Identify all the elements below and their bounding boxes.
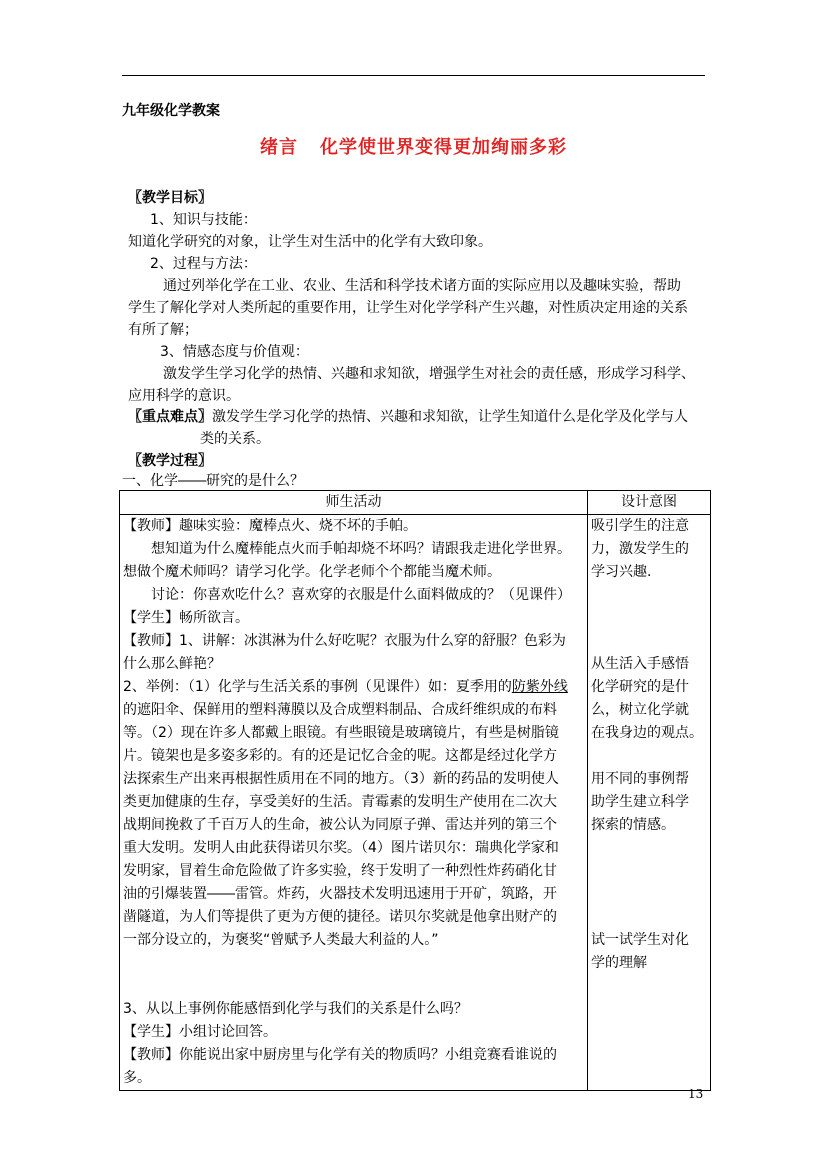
objective2-title: 2、过程与方法： <box>150 256 257 272</box>
objective2-line: 通过列举化学在工业、农业、生活和科学技术诸方面的实际应用以及趣味实验，帮助 <box>163 278 681 294</box>
activity-line: 一部分设立的，为褒奖“曾赋予人类最大利益的人。” <box>123 932 439 948</box>
underlined-term: 防紫外线 <box>511 679 568 695</box>
blank-line <box>123 975 584 998</box>
objective1-title: 1、知识与技能： <box>150 212 257 228</box>
activity-line: 什么那么鲜艳？ <box>123 656 221 672</box>
section1-title: 一、化学――研究的是什么？ <box>122 473 304 489</box>
activity-line: 凿隧道，为人们等提供了更为方便的捷径。诺贝尔奖就是他拿出财产的 <box>123 909 557 925</box>
activity-line: 多。 <box>123 1070 151 1086</box>
process-heading: 〖教学过程〗 <box>128 453 212 469</box>
activity-table <box>119 490 711 1091</box>
title-part1: 绪言 <box>260 137 298 158</box>
activity-line: 片。镜架也是多姿多彩的。有的还是记忆合金的呢。这都是经过化学方 <box>123 748 557 764</box>
page-number: 13 <box>688 1087 704 1101</box>
intent-line: 力，激发学生的 <box>591 541 689 557</box>
activity-line: 的遮阳伞、保鲜用的塑料薄膜以及合成塑料制品、合成纤维织成的布料 <box>123 702 557 718</box>
key-points-line1: 激发学生学习化学的热情、兴趣和求知欲，让学生知道什么是化学及化学与人 <box>212 409 688 425</box>
key-points <box>128 406 688 429</box>
activity-line: 发明家，冒着生命危险做了许多实验，终于发明了一种烈性炸药硝化甘 <box>123 863 557 879</box>
objective3-line: 激发学生学习化学的热情、兴趣和求知欲，增强学生对社会的责任感，形成学习科学、 <box>163 366 695 382</box>
intent-line: 试一试学生对化 <box>591 932 689 948</box>
activity-line: 法探索生产出来再根据性质用在不同的地方。（3）新的药品的发明使人 <box>123 771 559 787</box>
activity-line: 【教师】1、讲解：冰淇淋为什么好吃呢？衣服为什么穿的舒服？色彩为 <box>123 633 566 649</box>
activity-line: 讨论：你喜欢吃什么？喜欢穿的衣服是什么面料做成的？（见课件） <box>151 587 571 603</box>
activity-line <box>123 676 584 699</box>
activity-line: 【学生】小组讨论回答。 <box>123 1024 277 1040</box>
intent-line: 助学生建立科学 <box>591 794 689 810</box>
intent-line: 探索的情感。 <box>591 817 675 833</box>
intent-line: 么，树立化学就 <box>591 702 689 718</box>
table-row <box>120 515 711 1091</box>
objective2-line: 有所了解； <box>128 322 198 338</box>
intent-line: 学的理解 <box>591 955 647 971</box>
activity-line: 想知道为什么魔棒能点火而手帕却烧不坏吗？请跟我走进化学世界。 <box>151 541 571 557</box>
header-label: 九年级化学教案 <box>122 103 220 119</box>
activity-cell <box>120 515 588 1091</box>
intent-line: 用不同的事例帮 <box>591 771 689 787</box>
activity-line: 【教师】趣味实验：魔棒点火、烧不坏的手帕。 <box>123 518 417 534</box>
table-header-row <box>120 491 711 515</box>
activity-line: 3、从以上事例你能感悟到化学与我们的关系是什么吗？ <box>123 1001 468 1017</box>
col-header-intent: 设计意图 <box>588 491 711 515</box>
key-points-heading: 〖重点难点〗 <box>128 409 212 425</box>
activity-line: 类更加健康的生存，享受美好的生活。青霉素的发明生产使用在二次大 <box>123 794 557 810</box>
header-rule <box>122 75 705 76</box>
objectives-heading: 〖教学目标〗 <box>128 190 212 206</box>
activity-line: 战期间挽救了千百万人的生命，被公认为同原子弹、雷达并列的第三个 <box>123 817 557 833</box>
spacer <box>591 837 707 929</box>
intent-cell <box>588 515 711 1091</box>
activity-line: 【教师】你能说出家中厨房里与化学有关的物质吗？小组竞赛看谁说的 <box>123 1047 557 1063</box>
objective1-text: 知道化学研究的对象，让学生对生活中的化学有大致印象。 <box>128 234 492 250</box>
blank-line <box>123 952 584 975</box>
activity-line: 【学生】畅所欲言。 <box>123 610 249 626</box>
page-title <box>0 133 827 159</box>
intent-line: 从生活入手感悟 <box>591 656 689 672</box>
activity-line: 等。（2）现在许多人都戴上眼镜。有些眼镜是玻璃镜片，有些是树脂镜 <box>123 725 559 741</box>
key-points-line2: 类的关系。 <box>200 431 270 447</box>
activity-text: 2、举例：（1）化学与生活关系的事例（见课件）如：夏季用的 <box>123 679 512 695</box>
objective3-title: 3、情感态度与价值观： <box>160 344 309 360</box>
objective2-line: 学生了解化学对人类所起的重要作用，让学生对化学学科产生兴趣，对性质决定用途的关系 <box>128 300 688 316</box>
activity-line: 油的引爆装置――雷管。炸药，火器技术发明迅速用于开矿，筑路，开 <box>123 886 557 902</box>
intent-line: 吸引学生的注意 <box>591 518 689 534</box>
spacer <box>591 584 707 653</box>
activity-line: 想做个魔术师吗？请学习化学。化学老师个个都能当魔术师。 <box>123 564 501 580</box>
activity-line: 重大发明。发明人由此获得诺贝尔奖。（4）图片诺贝尔：瑞典化学家和 <box>123 840 559 856</box>
spacer <box>591 745 707 768</box>
title-part2: 化学使世界变得更加绚丽多彩 <box>320 137 567 158</box>
intent-line: 学习兴趣. <box>591 564 652 580</box>
intent-line: 在我身边的观点。 <box>591 725 703 741</box>
objective3-line: 应用科学的意识。 <box>128 388 240 404</box>
col-header-activity: 师生活动 <box>120 491 588 515</box>
intent-line: 化学研究的是什 <box>591 679 689 695</box>
